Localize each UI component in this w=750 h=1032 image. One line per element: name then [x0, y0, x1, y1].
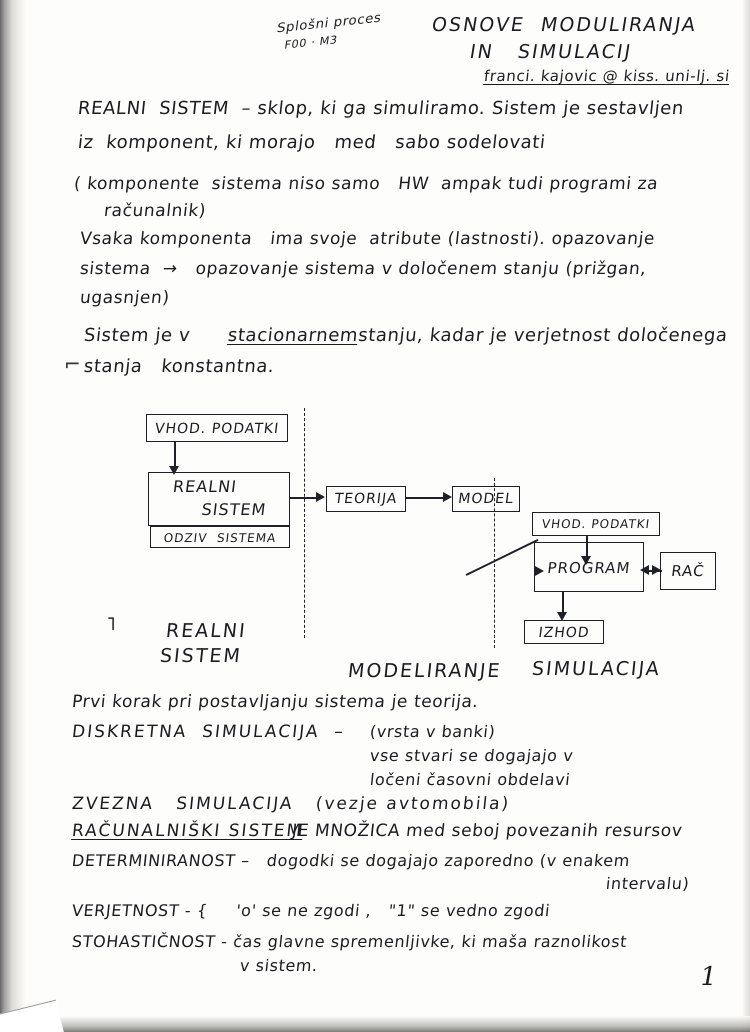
- arrowhead-realni-to-teorija: [316, 492, 325, 502]
- diagram-box-izhod-label: IZHOD: [537, 625, 591, 641]
- paragraph-4-line-2: stanja konstantna.: [82, 356, 276, 377]
- diagram-box-teorija-label: TEORIJA: [333, 491, 399, 507]
- arrowhead-rac-to-program: [640, 565, 649, 575]
- scan-edge-left: [0, 0, 26, 1032]
- page-title-line1: OSNOVE MODULIRANJA: [430, 14, 699, 36]
- connector-teorija-to-model: [406, 497, 448, 499]
- author-email: franci. kajovic @ kiss. uni-lj. si: [483, 67, 731, 85]
- arrowhead-teorija-to-model: [443, 492, 452, 502]
- scan-edge-right: [742, 0, 750, 1032]
- page-number: 1: [697, 962, 720, 992]
- diagram-divider-2: [494, 478, 495, 648]
- paragraph-4-emphasis: stacionarnem: [226, 325, 360, 346]
- diagram-divider-1: [304, 408, 305, 638]
- paragraph-3-line-1: Vsaka komponenta ima svoje atribute (lastnosti). opazovanje: [78, 229, 657, 249]
- diagram-box-rac: [660, 552, 716, 590]
- paragraph-1-line-1: REALNI SISTEM – sklop, ki ga simuliramo. Sistem je sestavljen: [76, 98, 686, 119]
- note-5-line-2: intervalu): [605, 874, 691, 893]
- note-4-definition: JE MNOŽICA med seboj povezanih resursov: [284, 821, 684, 841]
- diagram-box-teorija: [326, 486, 406, 512]
- diagram-box-rac-label: RAČ: [670, 562, 706, 580]
- diagram-box-model: [452, 486, 520, 512]
- diagram-box-vhod-podatki: [146, 414, 288, 442]
- diagram-box-realni-sistem-label-2: SISTEM: [200, 500, 268, 519]
- diagram-box-vhod-podatki-label: VHOD. PODATKI: [153, 421, 281, 437]
- note-2-detail-3: ločeni časovni obdelavi: [369, 770, 572, 789]
- diagram-box-vhod-podatki-2: [532, 512, 660, 536]
- diagram-box-realni-sistem-label-1: REALNI: [171, 477, 239, 496]
- note-4-term: RAČUNALNIŠKI SISTEM: [70, 821, 305, 841]
- note-1: Prvi korak pri postavljanju sistema je teorija.: [70, 692, 480, 712]
- paragraph-3-line-2: sistema → opazovanje sistema v določenem stanju (prižgan,: [78, 259, 648, 279]
- margin-mark-2: ⌐: [100, 615, 125, 633]
- diagram-box-izhod: [524, 620, 604, 644]
- paragraph-4-line-1-a: Sistem je v: [82, 325, 198, 346]
- paragraph-2-line-1: ( komponente sistema niso samo HW ampak tudi programi za: [72, 174, 660, 194]
- arrowhead-program-to-rac: [652, 565, 661, 575]
- page-title-line2: IN SIMULACIJ: [468, 41, 634, 63]
- connector-model-to-program: [466, 539, 539, 576]
- note-7-line-1: STOHASTIČNOST - čas glavne spremenljivke, ki maša raznolikost: [71, 932, 629, 951]
- diagram-caption-realni-line1: REALNI: [164, 620, 248, 642]
- note-2-detail-1: (vrsta v banki): [369, 722, 497, 741]
- scan-edge-bottom: [0, 1016, 750, 1032]
- margin-mark-1: ⌐: [64, 352, 82, 376]
- diagram-caption-modeliranje: MODELIRANJE: [346, 660, 503, 682]
- diagram-box-vhod-podatki-2-label: VHOD. PODATKI: [540, 517, 652, 531]
- paragraph-2-line-2: računalnik): [102, 201, 208, 221]
- paragraph-1-line-2: iz komponent, ki morajo med sabo sodelovati: [76, 132, 547, 153]
- note-6: VERJETNOST - { 'o' se ne zgodi , "1" se vedno zgodi: [71, 901, 552, 920]
- note-3: ZVEZNA SIMULACIJA (vezje avtomobila): [70, 794, 512, 814]
- diagram-box-model-label: MODEL: [457, 491, 515, 507]
- margin-note-line2: F00 · M3: [283, 33, 339, 52]
- note-5-line-1: DETERMINIRANOST – dogodki se dogajajo zaporedno (v enakem: [71, 851, 631, 870]
- paragraph-4-line-1-c: stanju, kadar je verjetnost določenega: [350, 325, 729, 346]
- note-2-label: DISKRETNA SIMULACIJA –: [70, 722, 346, 742]
- diagram-caption-simulacija: SIMULACIJA: [530, 658, 662, 680]
- diagram-box-program-label: PROGRAM: [546, 559, 632, 577]
- diagram-caption-realni-line2: SISTEM: [158, 645, 243, 667]
- diagram-box-odziv-sistema-label: ODZIV SISTEMA: [162, 531, 278, 545]
- paragraph-3-line-3: ugasnjen): [78, 288, 171, 308]
- note-7-line-2: v sistem.: [239, 956, 319, 975]
- note-2-detail-2: vse stvari se dogajajo v: [369, 746, 575, 765]
- diagram-box-program: [534, 542, 644, 592]
- diagram-box-realni-sistem: [148, 472, 290, 526]
- diagram-box-odziv-sistema: [150, 526, 290, 548]
- margin-note-line1: Splošni proces: [275, 10, 383, 37]
